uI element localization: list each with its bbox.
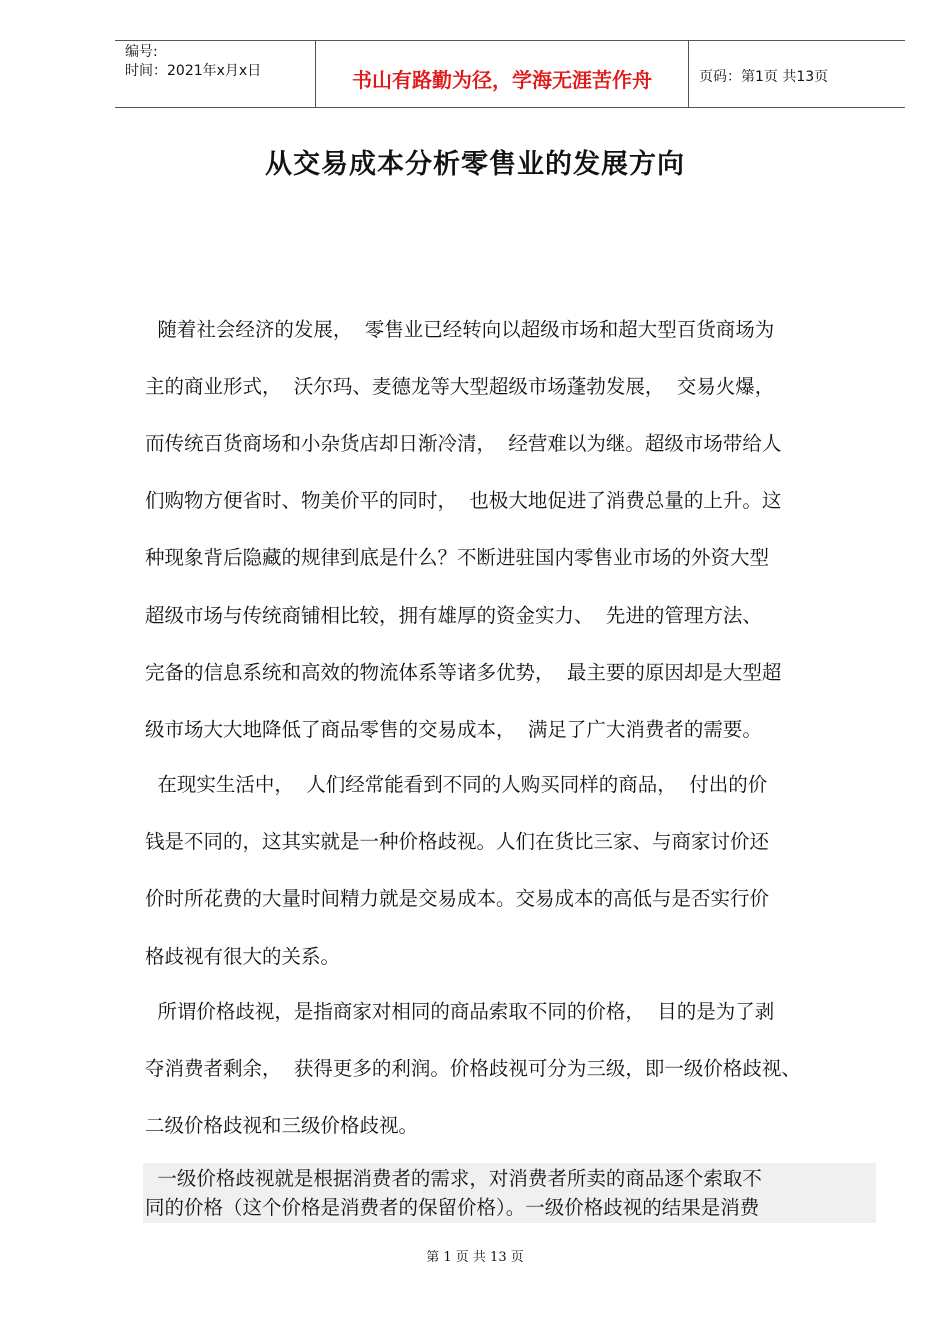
- number-label: 编号:: [125, 44, 158, 60]
- body-line: 格歧视有很大的关系。: [145, 945, 341, 968]
- motto-text: 书山有路勤为径，学海无涯苦作舟: [352, 68, 652, 92]
- time-label: 时间：2021年x月x日: [125, 63, 262, 79]
- body-line: 而传统百货商场和小杂货店却日渐冷清， 经营难以为继。超级市场带给人: [145, 432, 782, 455]
- body-line: 在现实生活中， 人们经常能看到不同的人购买同样的商品， 付出的价: [145, 773, 768, 796]
- page-footer: 第 1 页 共 13 页: [426, 1250, 524, 1265]
- page-info: 页码：第1页 共13页: [699, 69, 829, 85]
- body-line: 同的价格（这个价格是消费者的保留价格）。一级价格歧视的结果是消费: [145, 1196, 760, 1219]
- body-line: 完备的信息系统和高效的物流体系等诸多优势， 最主要的原因却是大型超: [145, 661, 782, 684]
- header-motto-cell: [316, 41, 689, 107]
- body-line: 夺消费者剩余， 获得更多的利润。价格歧视可分为三级，即一级价格歧视、: [145, 1057, 801, 1080]
- page-header: [115, 40, 905, 108]
- body-line: 主的商业形式， 沃尔玛、麦德龙等大型超级市场蓬勃发展， 交易火爆，: [145, 375, 775, 398]
- body-line: 超级市场与传统商铺相比较，拥有雄厚的资金实力、 先进的管理方法、: [145, 604, 762, 627]
- header-meta-cell: [115, 41, 316, 107]
- body-line: 种现象背后隐藏的规律到底是什么？不断进驻国内零售业市场的外资大型: [145, 546, 770, 569]
- body-line: 二级价格歧视和三级价格歧视。: [145, 1114, 419, 1137]
- body-line: 一级价格歧视就是根据消费者的需求，对消费者所卖的商品逐个索取不: [145, 1167, 762, 1190]
- body-line: 们购物方便省时、物美价平的同时， 也极大地促进了消费总量的上升。这: [145, 489, 782, 512]
- header-page-cell: [689, 41, 905, 107]
- document-title: 从交易成本分析零售业的发展方向: [265, 149, 685, 180]
- body-line: 价时所花费的大量时间精力就是交易成本。交易成本的高低与是否实行价: [145, 887, 770, 910]
- body-line: 所谓价格歧视，是指商家对相同的商品索取不同的价格， 目的是为了剥: [145, 1000, 775, 1023]
- body-line: 级市场大大地降低了商品零售的交易成本， 满足了广大消费者的需要。: [145, 718, 762, 741]
- body-line: 钱是不同的，这其实就是一种价格歧视。人们在货比三家、与商家讨价还: [145, 830, 770, 853]
- body-line: 随着社会经济的发展， 零售业已经转向以超级市场和超大型百货商场为: [145, 318, 775, 341]
